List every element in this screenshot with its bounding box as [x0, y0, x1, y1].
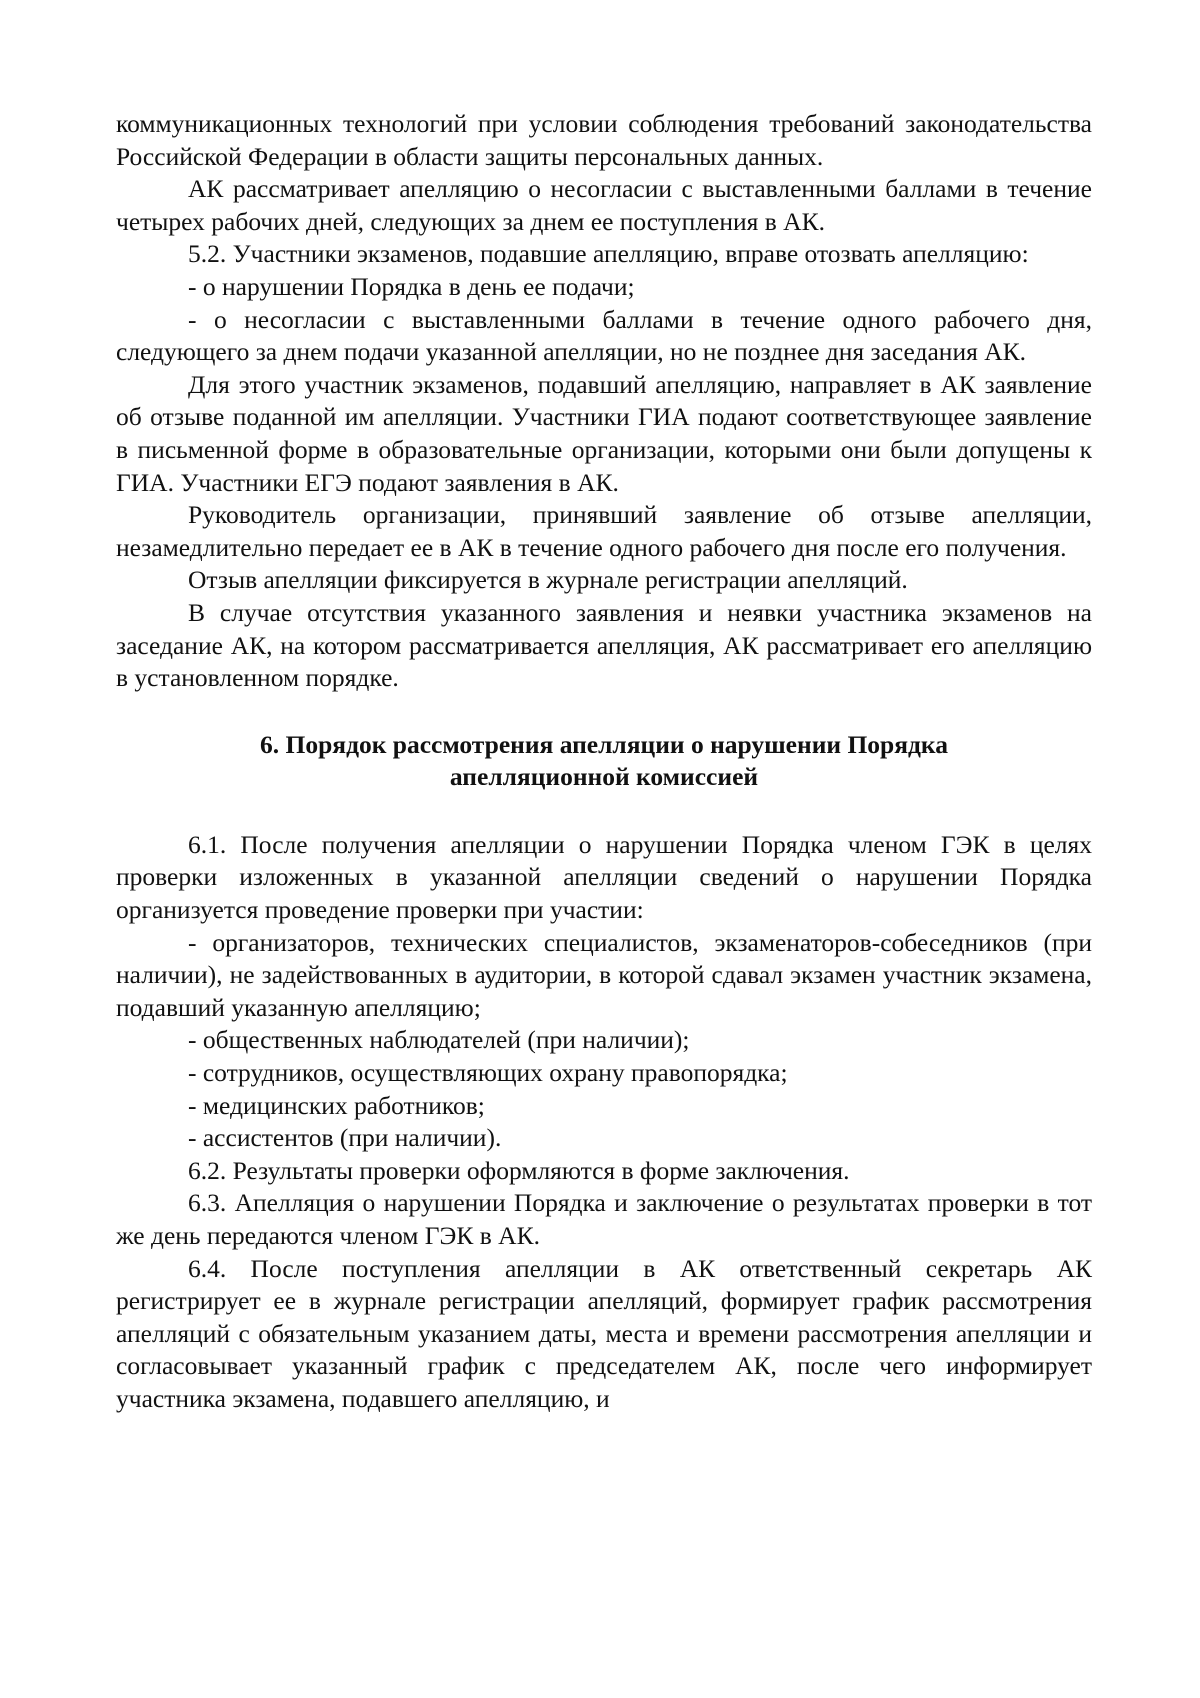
- list-item: - о несогласии с выставленными баллами в течение одного рабочего дня, следующего за днем подачи указанной апелляции, но не позднее дня заседания АК.: [116, 304, 1092, 367]
- list-item: - о нарушении Порядка в день ее подачи;: [188, 271, 635, 301]
- paragraph: АК рассматривает апелляцию о несогласии с выставленными баллами в течение четырех рабочих дней, следующих за днем ее поступления в АК.: [116, 174, 1092, 236]
- paragraph: 6.4. После поступления апелляции в АК ответственный секретарь АК регистрирует ее в журнале регистрации апелляций, формирует график рассмотрения апелляций с обязательным указанием даты, места и времени рассмотрения апелляции и согласовывает указанный график с председателем АК, после чего информирует участника экзамена, подавшего апелляцию, и: [116, 1253, 1092, 1413]
- paragraph: Для этого участник экзаменов, подавший апелляцию, направляет в АК заявление об отзыве поданной им апелляции. Участники ГИА подают соответствующее заявление в письменной форме в образовательные организации, которыми они были допущены к ГИА. Участники ЕГЭ подают заявления в АК.: [116, 369, 1092, 497]
- paragraph: 6.2. Результаты проверки оформляются в форме заключения.: [188, 1155, 850, 1185]
- paragraph: 6.1. После получения апелляции о нарушении Порядка членом ГЭК в целях проверки изложенных в указанной апелляции сведений о нарушении Порядка организуется проведение проверки при участии:: [116, 829, 1092, 925]
- paragraph: коммуникационных технологий при условии соблюдения требований законодательства Российской Федерации в области защиты персональных данных.: [116, 109, 1092, 171]
- paragraph: Отзыв апелляции фиксируется в журнале регистрации апелляций.: [188, 565, 908, 595]
- section-heading: [116, 729, 1092, 794]
- list-item: - медицинских работников;: [188, 1090, 485, 1120]
- section-heading-line: апелляционной комиссией: [449, 762, 759, 792]
- section-heading-line: 6. Порядок рассмотрения апелляции о нарушении Порядка: [260, 729, 948, 759]
- paragraph: В случае отсутствия указанного заявления и неявки участника экзаменов на заседание АК, на котором рассматривается апелляция, АК рассматривает его апелляцию в установленном порядке.: [116, 597, 1092, 693]
- list-item: - общественных наблюдателей (при наличии);: [188, 1025, 690, 1055]
- paragraph: Руководитель организации, принявший заявление об отзыве апелляции, незамедлительно передает ее в АК в течение одного рабочего дня после его получения.: [116, 500, 1092, 562]
- paragraph: 6.3. Апелляция о нарушении Порядка и заключение о результатах проверки в тот же день передаются членом ГЭК в АК.: [116, 1188, 1092, 1250]
- list-item: - организаторов, технических специалистов, экзаменаторов-собеседников (при наличии), не задействованных в аудитории, в которой сдавал экзамен участник экзамена, подавший указанную апелляцию;: [116, 927, 1092, 1022]
- list-item: - сотрудников, осуществляющих охрану правопорядка;: [188, 1058, 788, 1088]
- list-item: - ассистентов (при наличии).: [188, 1123, 502, 1153]
- paragraph: 5.2. Участники экзаменов, подавшие апелляцию, вправе отозвать апелляцию:: [188, 239, 1029, 269]
